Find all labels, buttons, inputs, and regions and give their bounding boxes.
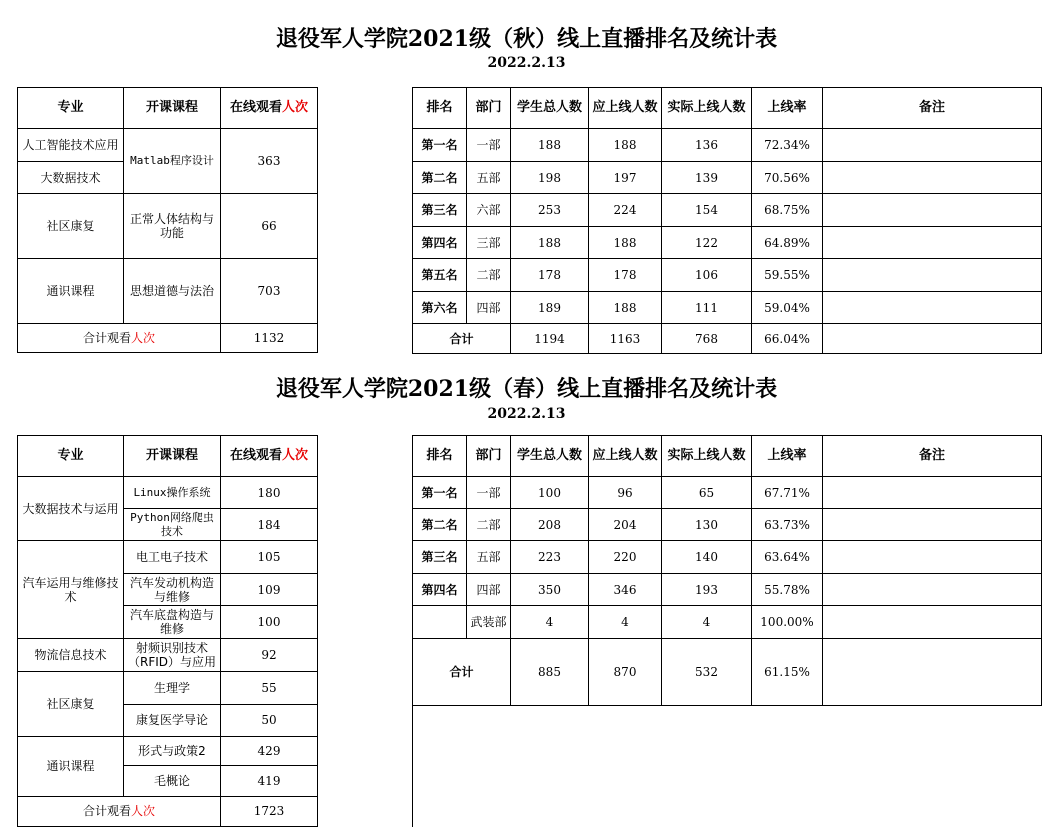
- note-cell: [823, 227, 1042, 259]
- rank-cell: 第四名: [413, 227, 467, 259]
- header-rank: 排名: [413, 436, 467, 477]
- rate-cell: 61.15%: [752, 639, 823, 706]
- table-row: [413, 477, 1042, 509]
- rate-cell: 72.34%: [752, 129, 823, 162]
- dept-cell: 武装部: [467, 606, 511, 639]
- expected-cell: 346: [589, 574, 662, 606]
- spring-ranking-table: [412, 435, 1042, 706]
- actual-cell: 111: [662, 292, 752, 324]
- actual-cell: 139: [662, 162, 752, 194]
- table-row: [413, 509, 1042, 541]
- views-cell: 105: [221, 541, 318, 574]
- dept-cell: 一部: [467, 129, 511, 162]
- total-row: [413, 639, 1042, 706]
- views-cell: 419: [221, 765, 318, 796]
- header-dept: 部门: [467, 88, 511, 129]
- header-views: 在线观看人次: [221, 436, 318, 477]
- table-row: [413, 541, 1042, 574]
- spring-date: 2022.2.13: [487, 406, 566, 422]
- rate-cell: 63.64%: [752, 541, 823, 574]
- expected-cell: 178: [589, 259, 662, 292]
- total-cell: 198: [511, 162, 589, 194]
- header-dept: 部门: [467, 436, 511, 477]
- rate-cell: 100.00%: [752, 606, 823, 639]
- dept-cell: 五部: [467, 162, 511, 194]
- total-views: 1132: [221, 324, 318, 353]
- course-cell: Python网络爬虫技术: [124, 509, 221, 541]
- table-row: [413, 227, 1042, 259]
- rate-cell: 67.71%: [752, 477, 823, 509]
- views-cell: 55: [221, 671, 318, 704]
- major-cell: 人工智能技术应用: [18, 129, 124, 162]
- expected-cell: 188: [589, 129, 662, 162]
- total-cell: 178: [511, 259, 589, 292]
- expected-cell: 224: [589, 194, 662, 227]
- rate-cell: 59.55%: [752, 259, 823, 292]
- total-label: 合计观看人次: [18, 324, 221, 353]
- table-row: [413, 606, 1042, 639]
- major-cell: 社区康复: [18, 671, 124, 736]
- views-cell: 184: [221, 509, 318, 541]
- rank-cell: 第一名: [413, 477, 467, 509]
- actual-cell: 136: [662, 129, 752, 162]
- actual-cell: 65: [662, 477, 752, 509]
- dept-cell: 二部: [467, 259, 511, 292]
- autumn-ranking-table: [412, 87, 1042, 354]
- course-cell: 康复医学导论: [124, 704, 221, 736]
- header-total: 学生总人数: [511, 88, 589, 129]
- rank-cell: 第三名: [413, 194, 467, 227]
- total-cell: 188: [511, 227, 589, 259]
- header-major: 专业: [18, 436, 124, 477]
- views-cell: 50: [221, 704, 318, 736]
- total-cell: 253: [511, 194, 589, 227]
- course-cell: 汽车底盘构造与维修: [124, 606, 221, 639]
- total-cell: 350: [511, 574, 589, 606]
- note-cell: [823, 259, 1042, 292]
- note-cell: [823, 477, 1042, 509]
- total-cell: 1194: [511, 324, 589, 354]
- rank-cell: 第二名: [413, 162, 467, 194]
- rank-cell: 第六名: [413, 292, 467, 324]
- views-cell: 109: [221, 574, 318, 606]
- rate-cell: 63.73%: [752, 509, 823, 541]
- dept-cell: 二部: [467, 509, 511, 541]
- course-cell: 生理学: [124, 671, 221, 704]
- actual-cell: 4: [662, 606, 752, 639]
- course-cell: 形式与政策2: [124, 736, 221, 765]
- expected-cell: 204: [589, 509, 662, 541]
- actual-cell: 140: [662, 541, 752, 574]
- rate-cell: 64.89%: [752, 227, 823, 259]
- course-cell: 正常人体结构与功能: [124, 194, 221, 259]
- views-cell: 92: [221, 639, 318, 671]
- spring-title: 退役军人学院2021级（春）线上直播排名及统计表: [275, 376, 778, 402]
- total-label: 合计: [413, 324, 511, 354]
- course-cell: 射频识别技术（RFID）与应用: [124, 639, 221, 671]
- table-row: [413, 129, 1042, 162]
- header-expected: 应上线人数: [589, 88, 662, 129]
- total-cell: 223: [511, 541, 589, 574]
- header-major: 专业: [18, 88, 124, 129]
- actual-cell: 768: [662, 324, 752, 354]
- header-rate: 上线率: [752, 88, 823, 129]
- header-actual: 实际上线人数: [662, 436, 752, 477]
- expected-cell: 188: [589, 227, 662, 259]
- header-rank: 排名: [413, 88, 467, 129]
- course-cell: 思想道德与法治: [124, 259, 221, 324]
- views-cell: 180: [221, 477, 318, 509]
- autumn-course-table: [17, 87, 413, 353]
- header-total: 学生总人数: [511, 436, 589, 477]
- dept-cell: 六部: [467, 194, 511, 227]
- expected-cell: 4: [589, 606, 662, 639]
- major-cell: 通识课程: [18, 259, 124, 324]
- table-row: [413, 574, 1042, 606]
- rank-cell: [413, 606, 467, 639]
- note-cell: [823, 606, 1042, 639]
- major-cell: 大数据技术: [18, 162, 124, 194]
- table-row: [413, 194, 1042, 227]
- total-cell: 4: [511, 606, 589, 639]
- table-row: [413, 292, 1042, 324]
- total-row: [413, 324, 1042, 354]
- header-views: 在线观看人次: [221, 88, 318, 129]
- total-views: 1723: [221, 796, 318, 826]
- note-cell: [823, 292, 1042, 324]
- total-cell: 208: [511, 509, 589, 541]
- header-actual: 实际上线人数: [662, 88, 752, 129]
- note-cell: [823, 162, 1042, 194]
- major-cell: 大数据技术与运用: [18, 477, 124, 541]
- header-rate: 上线率: [752, 436, 823, 477]
- rank-cell: 第二名: [413, 509, 467, 541]
- total-cell: 188: [511, 129, 589, 162]
- actual-cell: 122: [662, 227, 752, 259]
- header-note: 备注: [823, 88, 1042, 129]
- dept-cell: 四部: [467, 292, 511, 324]
- rank-cell: 第四名: [413, 574, 467, 606]
- rate-cell: 59.04%: [752, 292, 823, 324]
- total-cell: 189: [511, 292, 589, 324]
- major-cell: 汽车运用与维修技术: [18, 541, 124, 639]
- course-cell: Linux操作系统: [124, 477, 221, 509]
- note-cell: [823, 639, 1042, 706]
- header-course: 开课课程: [124, 88, 221, 129]
- note-cell: [823, 129, 1042, 162]
- note-cell: [823, 541, 1042, 574]
- total-label: 合计观看人次: [18, 796, 221, 826]
- rate-cell: 66.04%: [752, 324, 823, 354]
- views-cell: 703: [221, 259, 318, 324]
- rate-cell: 55.78%: [752, 574, 823, 606]
- dept-cell: 三部: [467, 227, 511, 259]
- major-cell: 社区康复: [18, 194, 124, 259]
- expected-cell: 870: [589, 639, 662, 706]
- dept-cell: 四部: [467, 574, 511, 606]
- course-cell: 汽车发动机构造与维修: [124, 574, 221, 606]
- autumn-title: 退役军人学院2021级（秋）线上直播排名及统计表: [275, 26, 778, 52]
- expected-cell: 96: [589, 477, 662, 509]
- views-cell: 66: [221, 194, 318, 259]
- rank-cell: 第五名: [413, 259, 467, 292]
- header-expected: 应上线人数: [589, 436, 662, 477]
- note-cell: [823, 509, 1042, 541]
- total-cell: 100: [511, 477, 589, 509]
- expected-cell: 220: [589, 541, 662, 574]
- dept-cell: 一部: [467, 477, 511, 509]
- note-cell: [823, 194, 1042, 227]
- dept-cell: 五部: [467, 541, 511, 574]
- total-label: 合计: [413, 639, 511, 706]
- course-cell: 毛概论: [124, 765, 221, 796]
- expected-cell: 188: [589, 292, 662, 324]
- views-cell: 429: [221, 736, 318, 765]
- rank-cell: 第三名: [413, 541, 467, 574]
- note-cell: [823, 324, 1042, 354]
- rate-cell: 68.75%: [752, 194, 823, 227]
- rank-cell: 第一名: [413, 129, 467, 162]
- table-row: [413, 162, 1042, 194]
- spring-course-table: [17, 435, 413, 827]
- rate-cell: 70.56%: [752, 162, 823, 194]
- header-course: 开课课程: [124, 436, 221, 477]
- views-cell: 363: [221, 129, 318, 194]
- expected-cell: 197: [589, 162, 662, 194]
- actual-cell: 130: [662, 509, 752, 541]
- actual-cell: 193: [662, 574, 752, 606]
- spacer: [318, 88, 413, 353]
- note-cell: [823, 574, 1042, 606]
- major-cell: 物流信息技术: [18, 639, 124, 671]
- header-note: 备注: [823, 436, 1042, 477]
- actual-cell: 106: [662, 259, 752, 292]
- course-cell: Matlab程序设计: [124, 129, 221, 194]
- actual-cell: 532: [662, 639, 752, 706]
- total-cell: 885: [511, 639, 589, 706]
- expected-cell: 1163: [589, 324, 662, 354]
- views-cell: 100: [221, 606, 318, 639]
- table-row: [413, 259, 1042, 292]
- major-cell: 通识课程: [18, 736, 124, 796]
- autumn-date: 2022.2.13: [487, 55, 566, 71]
- actual-cell: 154: [662, 194, 752, 227]
- course-cell: 电工电子技术: [124, 541, 221, 574]
- spacer: [318, 436, 413, 827]
